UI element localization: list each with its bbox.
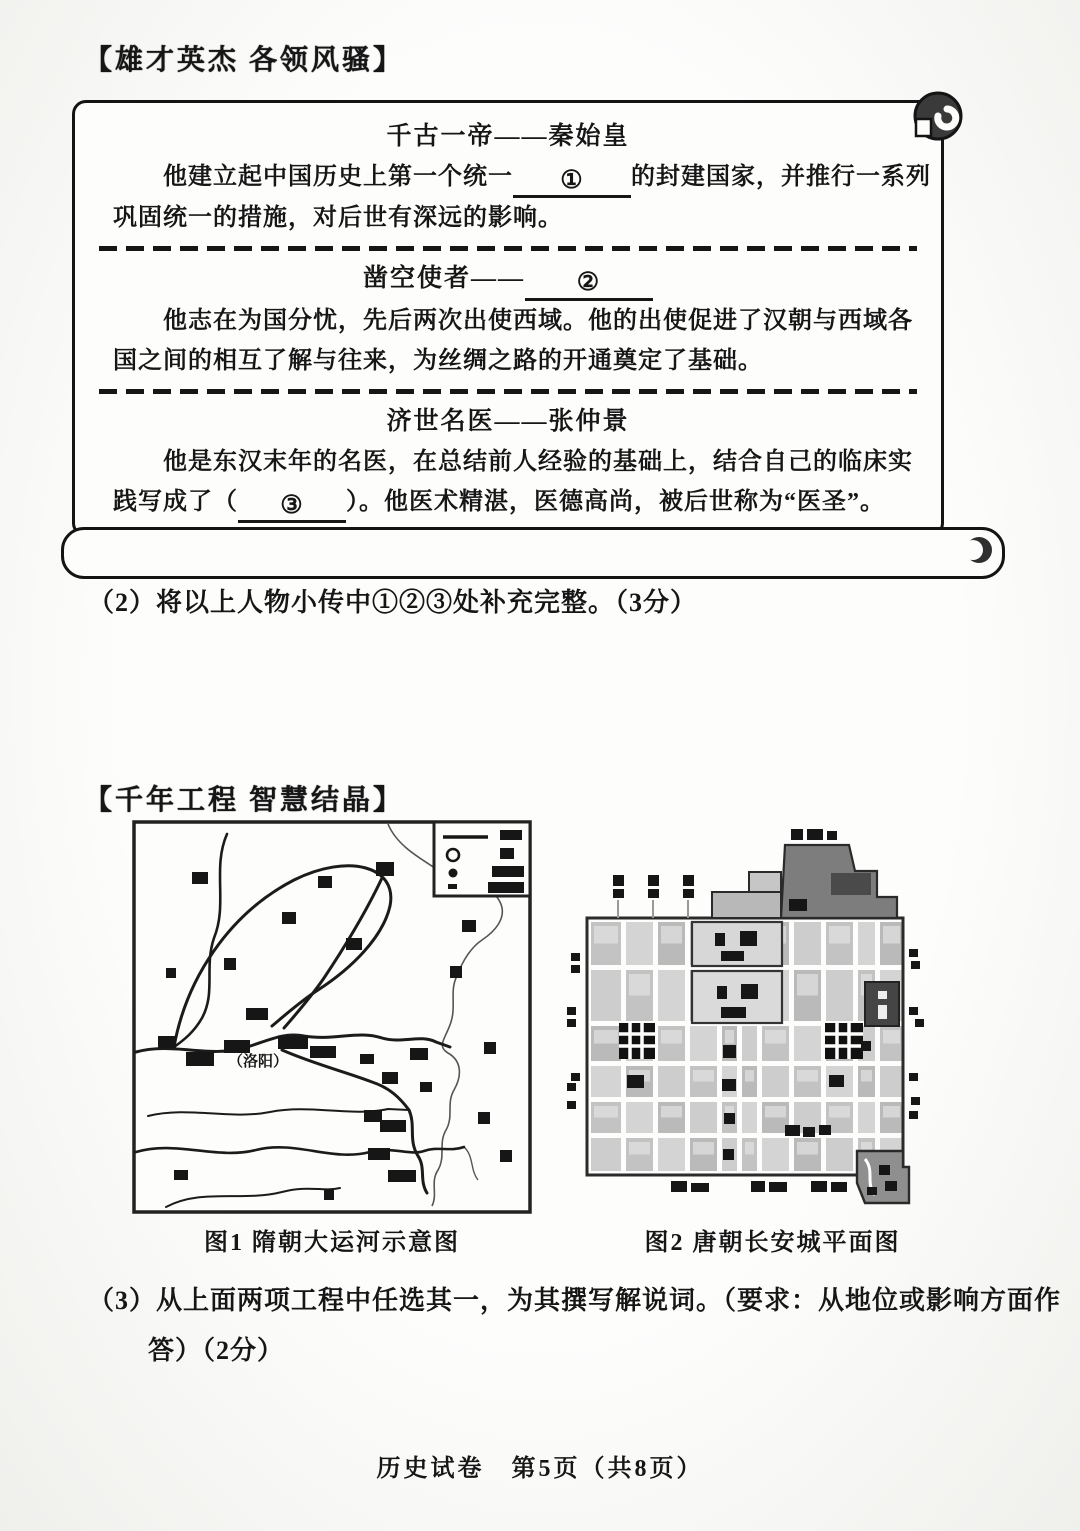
biography-scroll-panel xyxy=(72,100,944,537)
bio3-line2: 践写成了（ ③ ）。他医术精湛，医德高尚，被后世称为“医圣”。 xyxy=(113,482,903,523)
scroll-roll-bottom xyxy=(61,527,1005,579)
xingqing-palace xyxy=(865,982,899,1026)
legend-city-icon xyxy=(449,869,458,878)
blank-2: ② xyxy=(525,270,653,300)
bio2-line2: 国之间的相互了解与往来，为丝绸之路的开通奠定了基础。 xyxy=(113,347,763,374)
changan-city-map xyxy=(565,815,1020,1215)
figure1-caption: 图1 隋朝大运河示意图 xyxy=(204,1230,460,1256)
palace-and-imperial-city xyxy=(692,922,782,1023)
bio1-title: 千古一帝——秦始皇 xyxy=(386,123,630,150)
scroll-curl-icon xyxy=(962,535,996,565)
bio2-title: 凿空使者—— ② xyxy=(113,259,903,300)
question-2: （2）将以上人物小传中①②③处补充完整。（3分） xyxy=(88,588,698,617)
section2-header: 【千年工程 智慧结晶】 xyxy=(84,785,405,816)
bio1-line2: 巩固统一的措施，对后世有深远的影响。 xyxy=(113,205,563,232)
daming-palace xyxy=(781,829,897,918)
east-market xyxy=(825,1023,863,1059)
figure2-caption: 图2 唐朝长安城平面图 xyxy=(644,1230,901,1256)
palace-annex xyxy=(712,872,781,918)
section1-header: 【雄才英杰 各领风骚】 xyxy=(84,45,405,76)
scroll-roll-top-icon xyxy=(909,89,967,147)
luoyang-label: （洛阳） xyxy=(228,1054,289,1070)
bio3-title: 济世名医——张仲景 xyxy=(386,407,630,435)
dashed-divider xyxy=(99,246,917,251)
question-3-line1: （3）从上面两项工程中任选其一，为其撰写解说词。（要求：从地位或影响方面作 xyxy=(88,1286,1062,1315)
question-3-line2: 答）（2分） xyxy=(148,1336,285,1365)
bio3-line1: 他是东汉末年的名医，在总结前人经验的基础上，结合自己的临床实 xyxy=(163,448,913,475)
page-footer: 历史试卷 第5页（共8页） xyxy=(376,1456,704,1482)
dashed-divider xyxy=(99,389,917,394)
blank-1: ① xyxy=(513,168,631,198)
grand-canal-map xyxy=(132,820,532,1214)
west-market xyxy=(619,1023,655,1059)
bio1-line1: 他建立起中国历史上第一个统一 ① 的封建国家，并推行一系列 xyxy=(113,157,903,198)
blank-3: ③ xyxy=(238,493,346,523)
legend-canal-icon xyxy=(448,884,457,889)
qujiang-pond xyxy=(857,1151,909,1203)
bio2-line1: 他志在为国分忧，先后两次出使西域。他的出使促进了汉朝与西域各 xyxy=(163,307,913,334)
